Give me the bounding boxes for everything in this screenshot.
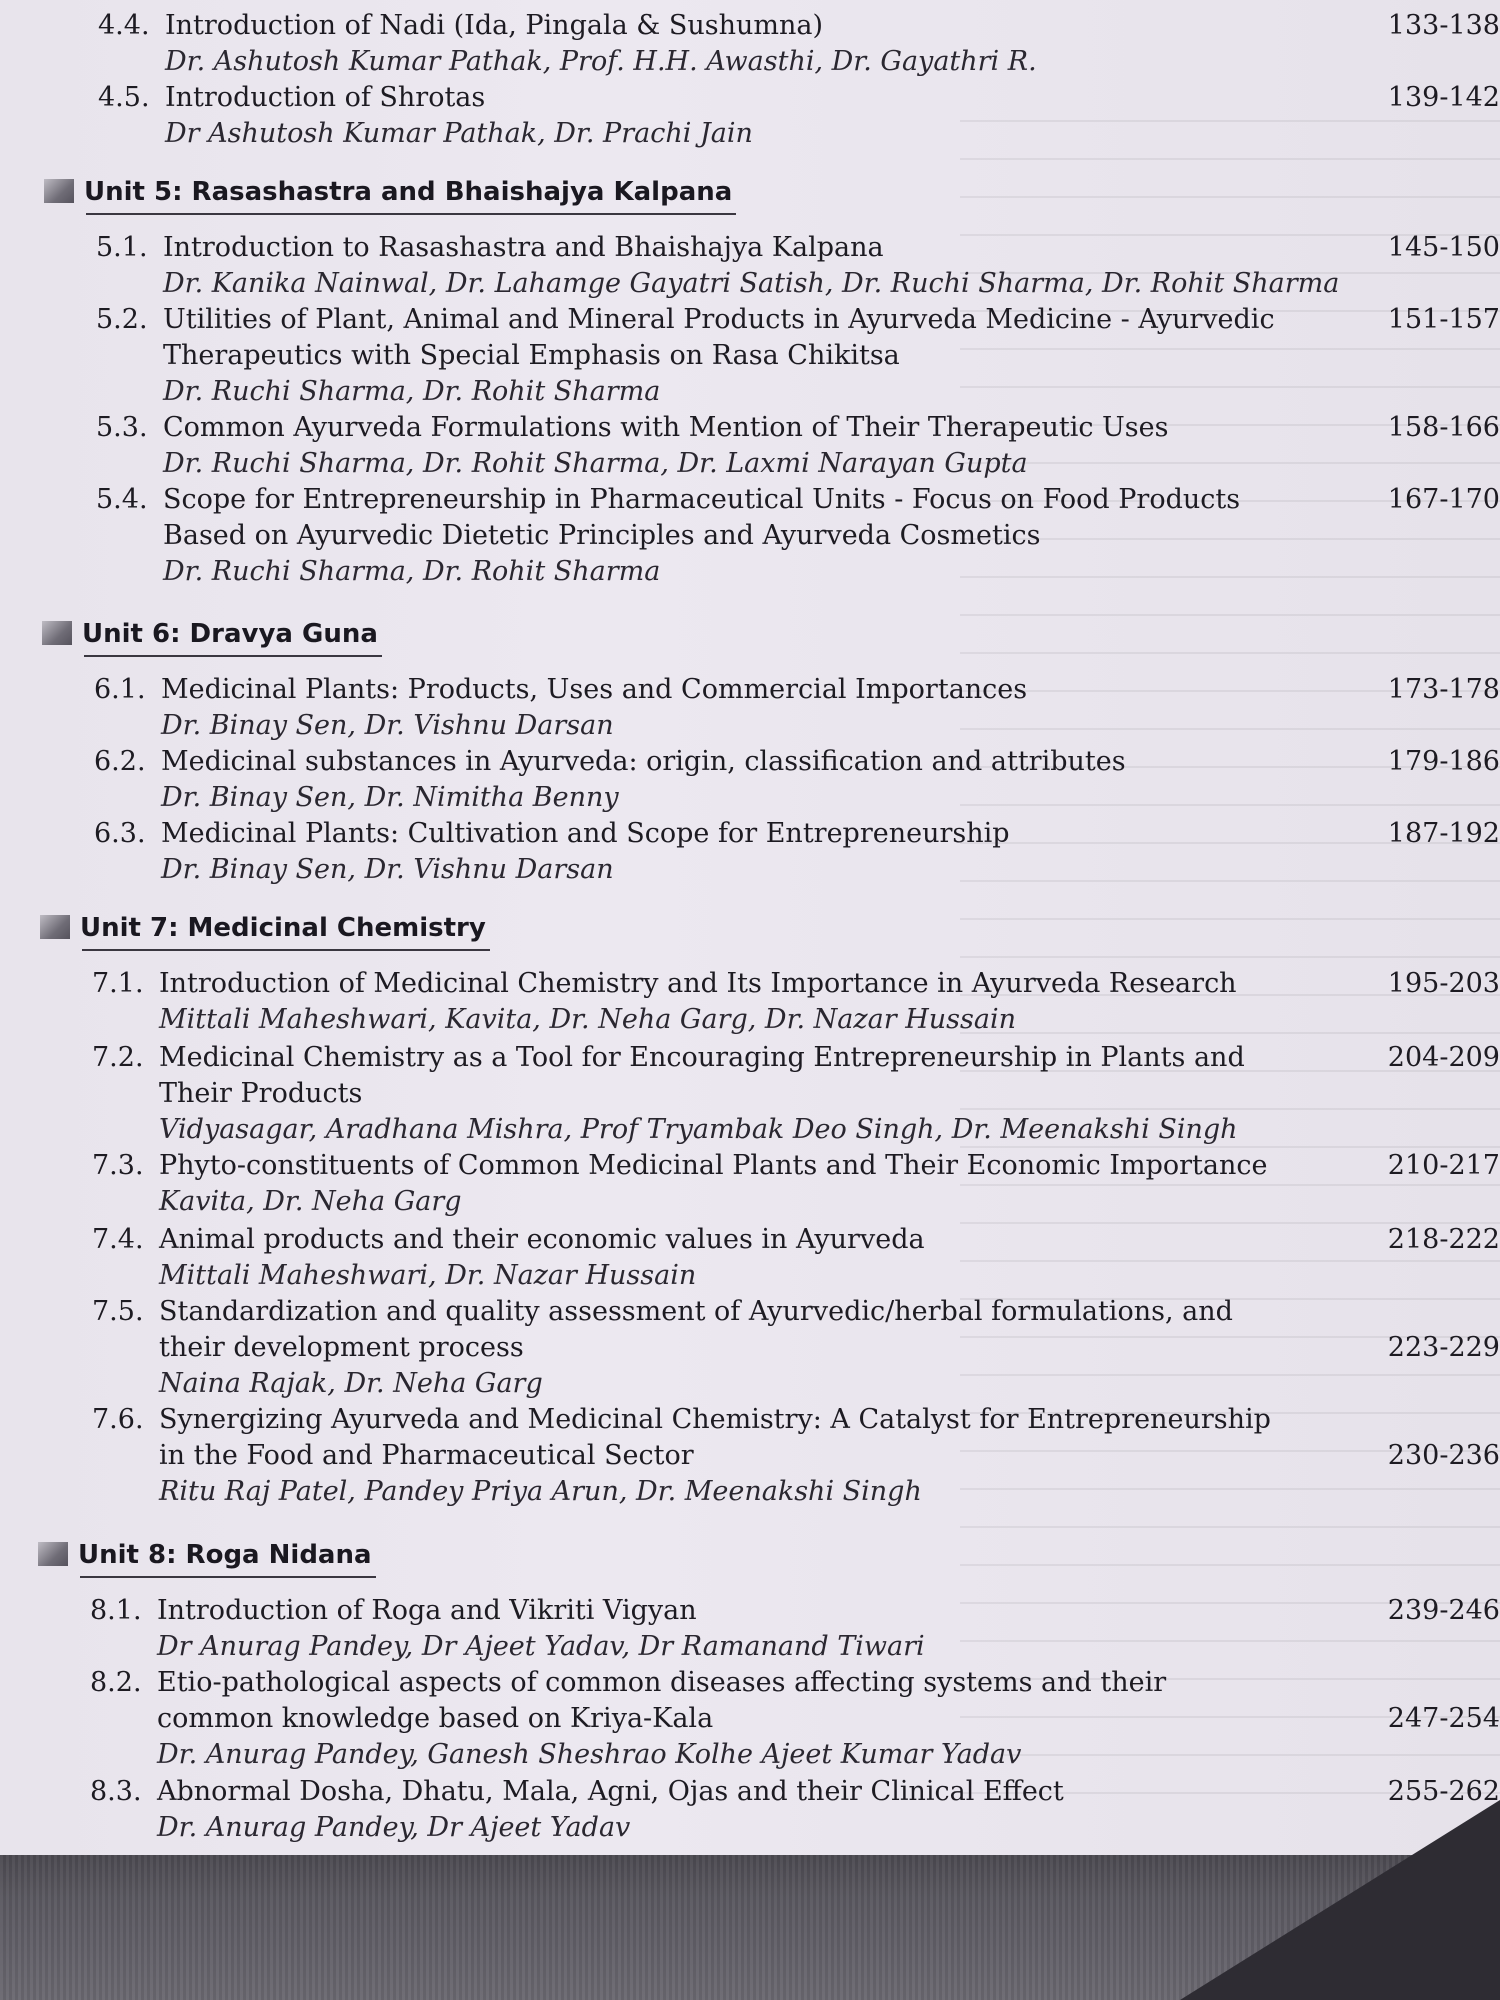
- entry-pages: 173-178: [1387, 674, 1500, 705]
- toc-entry[interactable]: [98, 8, 1500, 80]
- entry-number: 7.4.: [92, 1224, 144, 1255]
- entry-number: 6.1.: [94, 674, 146, 705]
- toc-entry[interactable]: [90, 1665, 1500, 1773]
- entry-authors: Kavita, Dr. Neha Garg: [159, 1186, 462, 1217]
- entry-authors: Mittali Maheshwari, Dr. Nazar Hussain: [159, 1260, 697, 1291]
- entry-pages: 167-170: [1387, 484, 1500, 515]
- toc-entry[interactable]: [92, 1402, 1500, 1510]
- entry-authors: Dr. Binay Sen, Dr. Nimitha Benny: [161, 782, 619, 813]
- entry-pages: 133-138: [1387, 10, 1500, 41]
- unit-heading-underline: [80, 1576, 376, 1578]
- toc-entry[interactable]: [96, 410, 1500, 482]
- bullet-square-icon: [40, 915, 70, 939]
- entry-pages: 139-142: [1387, 82, 1500, 113]
- entry-pages: 239-246: [1387, 1595, 1500, 1626]
- toc-entry[interactable]: [92, 1294, 1500, 1402]
- toc-entry[interactable]: [92, 1148, 1500, 1220]
- entry-authors: Dr Anurag Pandey, Dr Ajeet Yadav, Dr Ramanand Tiwari: [157, 1631, 925, 1662]
- entry-pages: 204-209: [1387, 1042, 1500, 1073]
- entry-authors: Dr. Ruchi Sharma, Dr. Rohit Sharma: [163, 376, 661, 407]
- bullet-square-icon: [44, 179, 74, 203]
- entry-pages: 151-157: [1387, 304, 1500, 335]
- toc-entry[interactable]: [92, 966, 1500, 1038]
- entry-number: 4.4.: [98, 10, 150, 41]
- unit-heading-underline: [86, 213, 736, 215]
- entry-number: 6.3.: [94, 818, 146, 849]
- entry-authors: Mittali Maheshwari, Kavita, Dr. Neha Garg, Dr. Nazar Hussain: [159, 1004, 1016, 1035]
- unit-heading-label: Unit 6: Dravya Guna: [82, 619, 378, 649]
- toc-entry[interactable]: [94, 744, 1500, 816]
- unit-heading-underline: [82, 949, 490, 951]
- entry-title: Animal products and their economic values in Ayurveda: [159, 1224, 925, 1255]
- entry-authors: Dr. Binay Sen, Dr. Vishnu Darsan: [161, 854, 614, 885]
- unit-heading-underline: [84, 655, 382, 657]
- toc-entry[interactable]: [92, 1040, 1500, 1148]
- entry-title: Common Ayurveda Formulations with Mention of Their Therapeutic Uses: [163, 412, 1169, 443]
- entry-pages: 145-150: [1387, 232, 1500, 263]
- entry-number: 6.2.: [94, 746, 146, 777]
- entry-pages: 230-236: [1387, 1440, 1500, 1471]
- entry-title: Medicinal Plants: Products, Uses and Commercial Importances: [161, 674, 1028, 705]
- entry-authors: Naina Rajak, Dr. Neha Garg: [159, 1368, 543, 1399]
- entry-title: Etio-pathological aspects of common diseases affecting systems and their common knowledge based on Kriya-Kala: [157, 1667, 1167, 1734]
- bullet-square-icon: [38, 1542, 68, 1566]
- toc-entry[interactable]: [96, 230, 1500, 302]
- entry-number: 5.1.: [96, 232, 148, 263]
- toc-entry[interactable]: [94, 672, 1500, 744]
- entry-authors: Dr. Ashutosh Kumar Pathak, Prof. H.H. Awasthi, Dr. Gayathri R.: [165, 46, 1037, 77]
- page-corner: [1180, 1800, 1500, 2000]
- entry-pages: 247-254: [1387, 1703, 1500, 1734]
- entry-pages: 223-229: [1387, 1332, 1500, 1363]
- toc-entry[interactable]: [90, 1593, 1500, 1665]
- entry-pages: 187-192: [1387, 818, 1500, 849]
- bullet-square-icon: [42, 621, 72, 645]
- entry-title: Medicinal substances in Ayurveda: origin, classification and attributes: [161, 746, 1126, 777]
- entry-number: 4.5.: [98, 82, 150, 113]
- toc-entry[interactable]: [94, 816, 1500, 888]
- entry-pages: 218-222: [1387, 1224, 1500, 1255]
- entry-authors: Dr. Binay Sen, Dr. Vishnu Darsan: [161, 710, 614, 741]
- entry-pages: 210-217: [1387, 1150, 1500, 1181]
- unit-heading: [44, 172, 732, 212]
- entry-number: 7.5.: [92, 1296, 144, 1327]
- entry-authors: Dr. Anurag Pandey, Ganesh Sheshrao Kolhe Ajeet Kumar Yadav: [157, 1739, 1022, 1770]
- entry-title: Introduction of Shrotas: [165, 82, 486, 113]
- entry-title: Phyto-constituents of Common Medicinal Plants and Their Economic Importance: [159, 1150, 1268, 1181]
- unit-heading-label: Unit 8: Roga Nidana: [78, 1540, 372, 1570]
- entry-number: 5.3.: [96, 412, 148, 443]
- toc-entry[interactable]: [96, 482, 1500, 590]
- entry-title: Standardization and quality assessment of Ayurvedic/herbal formulations, and their development process: [159, 1296, 1233, 1363]
- unit-heading: [38, 1535, 372, 1575]
- entry-authors: Dr. Anurag Pandey, Dr Ajeet Yadav: [157, 1812, 631, 1843]
- entry-number: 8.1.: [90, 1595, 142, 1626]
- unit-heading-label: Unit 7: Medicinal Chemistry: [80, 913, 486, 943]
- entry-title: Introduction of Medicinal Chemistry and Its Importance in Ayurveda Research: [159, 968, 1237, 999]
- entry-pages: 195-203: [1387, 968, 1500, 999]
- entry-title: Medicinal Chemistry as a Tool for Encouraging Entrepreneurship in Plants and Their Products: [159, 1042, 1245, 1109]
- unit-heading-label: Unit 5: Rasashastra and Bhaishajya Kalpana: [84, 177, 733, 207]
- entry-pages: 255-262: [1387, 1776, 1500, 1807]
- entry-number: 8.3.: [90, 1776, 142, 1807]
- entry-authors: Dr. Ruchi Sharma, Dr. Rohit Sharma: [163, 556, 661, 587]
- entry-number: 8.2.: [90, 1667, 142, 1698]
- entry-title: Utilities of Plant, Animal and Mineral Products in Ayurveda Medicine - Ayurvedic Therapeutics with Special Emphasis on Rasa Chikitsa: [163, 304, 1275, 371]
- toc-entry[interactable]: [92, 1222, 1500, 1294]
- unit-heading: [42, 614, 378, 654]
- entry-authors: Vidyasagar, Aradhana Mishra, Prof Tryambak Deo Singh, Dr. Meenakshi Singh: [159, 1114, 1238, 1145]
- entry-number: 7.2.: [92, 1042, 144, 1073]
- unit-heading: [40, 908, 486, 948]
- entry-pages: 158-166: [1387, 412, 1500, 443]
- entry-title: Introduction to Rasashastra and Bhaishajya Kalpana: [163, 232, 884, 263]
- toc-entry[interactable]: [96, 302, 1500, 410]
- entry-number: 7.1.: [92, 968, 144, 999]
- entry-authors: Dr. Ruchi Sharma, Dr. Rohit Sharma, Dr. Laxmi Narayan Gupta: [163, 448, 1028, 479]
- entry-title: Medicinal Plants: Cultivation and Scope for Entrepreneurship: [161, 818, 1010, 849]
- entry-authors: Ritu Raj Patel, Pandey Priya Arun, Dr. Meenakshi Singh: [159, 1476, 922, 1507]
- toc-entry[interactable]: [98, 80, 1500, 152]
- entry-title: Synergizing Ayurveda and Medicinal Chemistry: A Catalyst for Entrepreneurship in the Food and Pharmaceutical Sector: [159, 1404, 1271, 1471]
- entry-number: 7.6.: [92, 1404, 144, 1435]
- entry-number: 5.4.: [96, 484, 148, 515]
- entry-number: 5.2.: [96, 304, 148, 335]
- entry-title: Scope for Entrepreneurship in Pharmaceutical Units - Focus on Food Products Based on Ayurvedic Dietetic Principles and Ayurveda Cosmetics: [163, 484, 1241, 551]
- entry-title: Introduction of Nadi (Ida, Pingala & Sushumna): [165, 10, 824, 41]
- entry-authors: Dr. Kanika Nainwal, Dr. Lahamge Gayatri Satish, Dr. Ruchi Sharma, Dr. Rohit Sharma: [163, 268, 1340, 299]
- entry-authors: Dr Ashutosh Kumar Pathak, Dr. Prachi Jain: [165, 118, 753, 149]
- entry-title: Introduction of Roga and Vikriti Vigyan: [157, 1595, 697, 1626]
- entry-title: Abnormal Dosha, Dhatu, Mala, Agni, Ojas and their Clinical Effect: [157, 1776, 1064, 1807]
- entry-number: 7.3.: [92, 1150, 144, 1181]
- entry-pages: 179-186: [1387, 746, 1500, 777]
